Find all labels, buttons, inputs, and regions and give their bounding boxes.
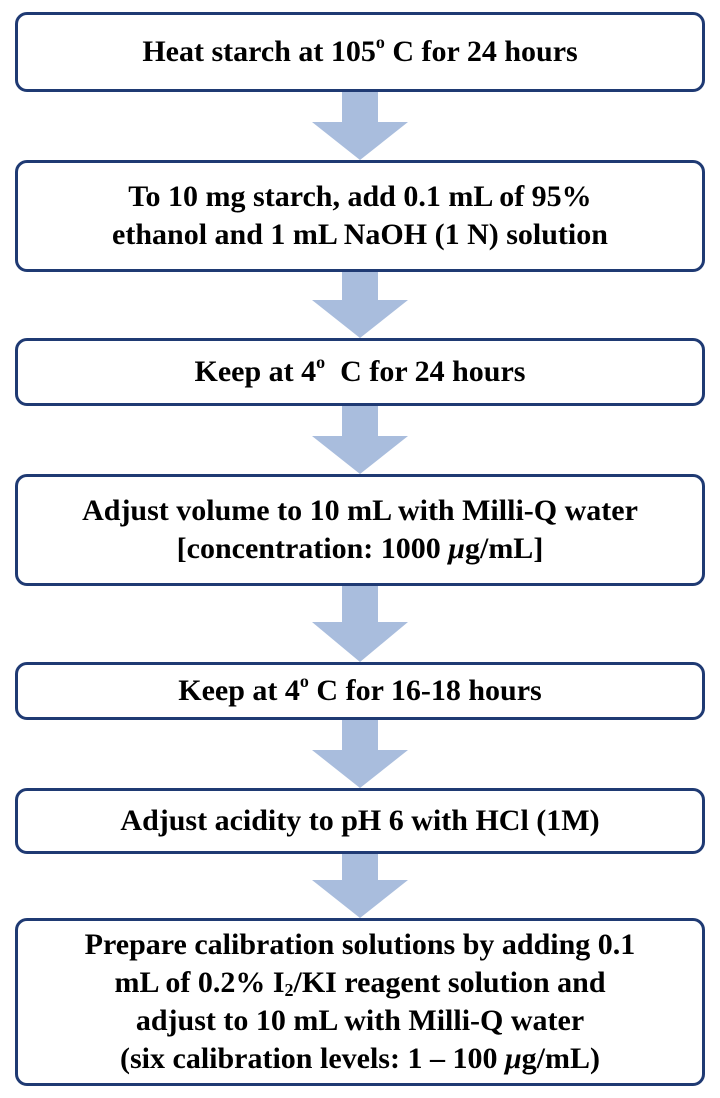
step-2-line-2: ethanol and 1 mL NaOH (1 N) solution [112, 218, 608, 251]
arrow-5 [312, 720, 408, 788]
step-3-box [15, 338, 705, 406]
arrow-3-shape [312, 406, 408, 474]
step-7-box [15, 918, 705, 1086]
arrow-6-shape [312, 854, 408, 918]
step-2-box [15, 160, 705, 272]
step-4-box [15, 474, 705, 586]
step-7-line-2: mL of 0.2% $I_2/KI$ reagent solution and [114, 966, 606, 1000]
arrow-2-shape [312, 272, 408, 338]
step-7-line-3: adjust to 10 mL with Milli-Q water [135, 1004, 585, 1037]
step-3-text: Keep at 4$^o$ C for 24 hours [194, 352, 526, 388]
step-6-text: Adjust acidity to pH 6 with HCl (1M) [120, 804, 600, 837]
step-1-text: Heat starch at 105$^o$ C for 24 hours [142, 32, 578, 68]
arrow-1-shape [312, 92, 408, 160]
step-6-box [15, 788, 705, 854]
step-4-line-2: [concentration: 1000 μg/mL] [176, 532, 544, 565]
arrow-3 [312, 406, 408, 474]
step-7-line-1: Prepare calibration solutions by adding 0.1 [84, 928, 636, 961]
step-5-text: Keep at 4$^o$ C for 16-18 hours [178, 671, 542, 707]
step-4-line-1: Adjust volume to 10 mL with Milli-Q water [82, 494, 638, 527]
arrow-6 [312, 854, 408, 918]
step-2-line-1: To 10 mg starch, add 0.1 mL of 95% [128, 180, 592, 213]
arrow-1 [312, 92, 408, 160]
arrow-4-shape [312, 586, 408, 662]
step-1-box [15, 12, 705, 92]
arrow-5-shape [312, 720, 408, 788]
step-7-line-4: (six calibration levels: 1 – 100 μg/mL) [120, 1042, 600, 1075]
step-5-box [15, 662, 705, 720]
arrow-2 [312, 272, 408, 338]
arrow-4 [312, 586, 408, 662]
